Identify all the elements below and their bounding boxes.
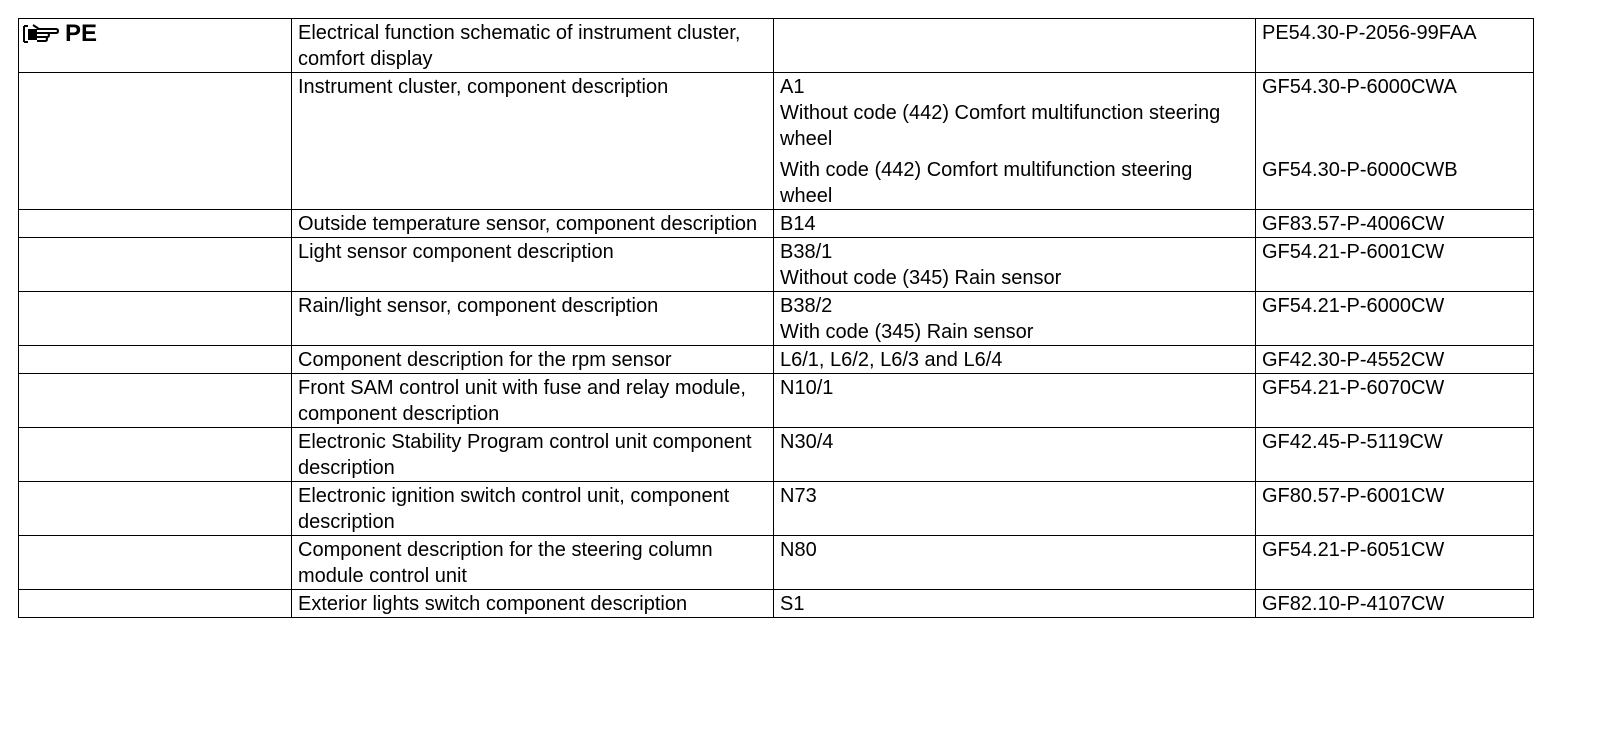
designation-entry (780, 293, 1249, 345)
document-number: GF54.21-P-6051CW (1262, 539, 1445, 561)
tag-cell (19, 374, 292, 428)
description-cell: Component description for the rpm sensor (292, 346, 774, 374)
document-number: GF83.57-P-4006CW (1262, 213, 1445, 235)
pe-tag (23, 20, 97, 48)
designation-entry (780, 375, 1249, 401)
tag-cell (19, 210, 292, 238)
table-row (19, 73, 1534, 210)
designation-cell (774, 19, 1256, 73)
designation-line: Without code (345) Rain sensor (780, 267, 1062, 289)
designation-cell (774, 292, 1256, 346)
tag-label: PE (65, 20, 98, 47)
description-cell: Rain/light sensor, component description (292, 292, 774, 346)
designation-cell (774, 374, 1256, 428)
designation-line: With code (345) Rain sensor (780, 321, 1034, 343)
table-row (19, 346, 1534, 374)
designation-line: A1 (780, 76, 805, 98)
designation-cell (774, 428, 1256, 482)
designation-entry (780, 429, 1249, 455)
designation-cell (774, 73, 1256, 210)
designation-line: L6/1, L6/2, L6/3 and L6/4 (780, 349, 1003, 371)
table-row (19, 428, 1534, 482)
tag-cell (19, 73, 292, 210)
designation-cell (774, 482, 1256, 536)
tag-cell (19, 482, 292, 536)
description-cell: Instrument cluster, component description (292, 73, 774, 210)
designation-line: B38/1 (780, 241, 833, 263)
designation-entry (780, 347, 1249, 373)
document-number: GF54.30-P-6000CWA (1262, 76, 1457, 98)
designation-cell (774, 210, 1256, 238)
designation-line: Without code (442) Comfort multifunction steering wheel (780, 102, 1221, 150)
designation-line: B38/2 (780, 295, 833, 317)
description-cell: Outside temperature sensor, component description (292, 210, 774, 238)
document-number: GF54.30-P-6000CWB (1262, 159, 1458, 181)
tag-cell (19, 19, 292, 73)
table-row (19, 292, 1534, 346)
tag-cell (19, 292, 292, 346)
document-number: GF54.21-P-6000CW (1262, 295, 1445, 317)
table-body (19, 73, 1534, 618)
description-cell: Front SAM control unit with fuse and relay module, component description (292, 374, 774, 428)
designation-entry (780, 537, 1249, 563)
designation-entry (780, 239, 1249, 291)
table-row (19, 482, 1534, 536)
document-number-cell (1256, 292, 1534, 346)
document-number: GF42.30-P-4552CW (1262, 349, 1445, 371)
table-row (19, 374, 1534, 428)
designation-cell (774, 238, 1256, 292)
designation-line: B14 (780, 213, 816, 235)
designation-line: N80 (780, 539, 817, 561)
description-cell: Exterior lights switch component description (292, 590, 774, 618)
description-cell: Component description for the steering column module control unit (292, 536, 774, 590)
pointing-hand-icon (23, 23, 59, 45)
description-cell: Electronic ignition switch control unit, component description (292, 482, 774, 536)
designation-entry (780, 483, 1249, 509)
designation-line: N73 (780, 485, 817, 507)
document-number-cell (1256, 210, 1534, 238)
document-number-cell (1256, 428, 1534, 482)
document-number-cell (1256, 346, 1534, 374)
tag-cell (19, 428, 292, 482)
document-number-cell (1256, 374, 1534, 428)
designation-entry (780, 74, 1249, 152)
description-cell: Light sensor component description (292, 238, 774, 292)
designation-line: N10/1 (780, 377, 834, 399)
tag-cell (19, 238, 292, 292)
designation-line: S1 (780, 593, 805, 615)
document-number: GF54.21-P-6001CW (1262, 241, 1445, 263)
designation-cell (774, 590, 1256, 618)
designation-entry (780, 591, 1249, 617)
document-number-cell (1256, 73, 1534, 210)
tag-cell (19, 590, 292, 618)
document-number-cell (1256, 590, 1534, 618)
table-row (19, 536, 1534, 590)
designation-cell (774, 536, 1256, 590)
description-cell: Electronic Stability Program control unit component description (292, 428, 774, 482)
description-cell: Electrical function schematic of instrument cluster, comfort display (292, 19, 774, 73)
document-number-cell (1256, 482, 1534, 536)
table-row (19, 590, 1534, 618)
document-number: GF42.45-P-5119CW (1262, 431, 1443, 453)
reference-table (18, 18, 1534, 618)
document-number: GF54.21-P-6070CW (1262, 377, 1445, 399)
table-row (19, 238, 1534, 292)
designation-line: N30/4 (780, 431, 834, 453)
tag-cell (19, 346, 292, 374)
document-number-cell (1256, 536, 1534, 590)
table-row (19, 210, 1534, 238)
designation-entry (780, 211, 1249, 237)
document-number-cell (1256, 238, 1534, 292)
document-number-cell: PE54.30-P-2056-99FAA (1256, 19, 1534, 73)
document-number: GF82.10-P-4107CW (1262, 593, 1445, 615)
table-row (19, 19, 1534, 73)
document-number: GF80.57-P-6001CW (1262, 485, 1445, 507)
designation-line: With code (442) Comfort multifunction steering wheel (780, 159, 1193, 207)
designation-entry (780, 157, 1249, 209)
designation-cell (774, 346, 1256, 374)
tag-cell (19, 536, 292, 590)
